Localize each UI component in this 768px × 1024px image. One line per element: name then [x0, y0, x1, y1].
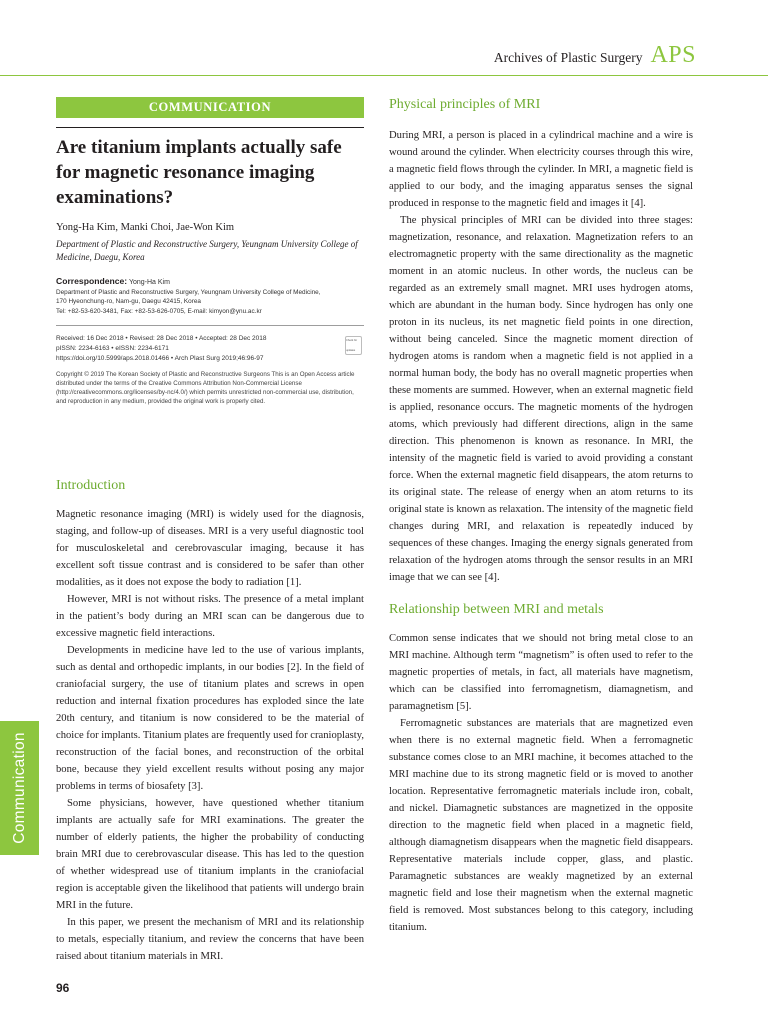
- journal-name: Archives of Plastic Surgery: [493, 50, 643, 65]
- article-type-banner: COMMUNICATION: [56, 97, 364, 118]
- journal-header: [494, 42, 696, 69]
- author-affiliation: Department of Plastic and Reconstructive Surgery, Yeungnam University College of Medicine, Daegu, Korea: [56, 239, 358, 262]
- correspondence-name: Yong-Ha Kim: [128, 279, 170, 286]
- section-heading-mri-and-metals: Relationship between MRI and metals: [389, 602, 604, 617]
- header-divider: [0, 75, 768, 76]
- body-paragraph: In this paper, we present the mechanism of MRI and its relationship to metals, especially titanium, and review the concerns that have been raised about titanium materials in MRI.: [56, 917, 364, 963]
- body-paragraph: Magnetic resonance imaging (MRI) is widely used for the diagnosis, staging, and follow-up of diseases. MRI is a very useful diagnostic tool for musculoskeletal and cerebrovascular imaging, because it has excellent soft tissue contrast and is considered to be safer than other modalities, as it does not expose the body to radiation [1].: [56, 509, 364, 589]
- correspondence-label: Correspondence:: [56, 276, 128, 286]
- correspondence-address: 170 Hyeonchung-ro, Nam-gu, Daegu 42415, Korea: [56, 298, 201, 306]
- issn-info: pISSN: 2234-6163 • eISSN: 2234-6171: [56, 345, 169, 353]
- copyright-notice: Copyright © 2019 The Korean Society of Plastic and Reconstructive Surgeons This is an Open Access article distributed under the terms of the Creative Commons Attribution Non-Commercial License (http://creativecommons.org/licenses/by-nc/4.0/) which permits unrestricted non-commercial use, distribution, and reproduction in any medium, provided the original work is properly cited.: [56, 371, 355, 406]
- body-paragraph: During MRI, a person is placed in a cylindrical machine and a wire is wound around the cylinder. When electricity courses through this wire, a magnetic field flows through the cylinder. In MRI, a magnetic field is applied to our body, and the imaging apparatus senses the signal produced in response to the magnetic field and images it [4].: [389, 130, 693, 209]
- journal-abbreviation: APS: [650, 42, 696, 68]
- crossmark-icon[interactable]: [345, 336, 362, 355]
- crossmark-label: Check for updates: [346, 339, 358, 353]
- correspondence-contact: Tel: +82-53-620-3481, Fax: +82-53-626-0705, E-mail: kimyon@ynu.ac.kr: [56, 307, 262, 315]
- right-column: [389, 97, 693, 936]
- article-title: Are titanium implants actually safe for magnetic resonance imaging examinations?: [56, 137, 342, 208]
- section-side-tab: [0, 721, 39, 855]
- correspondence-address: Department of Plastic and Reconstructive Surgery, Yeungnam University College of Medicine,: [56, 288, 321, 296]
- section-heading-introduction: Introduction: [56, 478, 126, 494]
- section-heading-physical-principles: Physical principles of MRI: [389, 97, 541, 112]
- side-tab-label: Communication: [10, 732, 28, 844]
- body-paragraph: Developments in medicine have led to the use of various implants, such as dental and orthopedic implants, in our bodies [2]. In the field of craniofacial surgery, the use of titanium plates and screws in open reduction and internal fixation procedures has exploded since the late 20th century, and titanium is now considered to be the material of choice for implants. Titanium plates are frequently used for cranioplasty, reconstruction of the facial bones, and reconstruction of the orbital bone, because they yield excellent results without posing any major problems in terms of biosafety [3].: [56, 645, 364, 793]
- author-list: Yong-Ha Kim, Manki Choi, Jae-Won Kim: [56, 222, 235, 233]
- body-paragraph: However, MRI is not without risks. The presence of a metal implant in the patient’s body during an MRI scan can be dangerous due to excessive magnetic field interactions.: [56, 594, 364, 640]
- page-number: 96: [56, 981, 70, 995]
- left-column: [56, 97, 364, 965]
- body-paragraph: Common sense indicates that we should not bring metal close to an MRI machine. Although term “magnetism” is often used to refer to the magnetic properties of metals, in fact, all materials have magnetism, which can be classified into ferromagnetism, diamagnetism, and paramagnetism [5].: [389, 633, 693, 712]
- body-paragraph: The physical principles of MRI can be divided into three stages: magnetization, resonance, and relaxation. Magnetization refers to an electromagnetic property with the same directionality as the magnetic moment in an atomic nucleus. In other words, the nucleus can be regarded as an extremely small magnet. MRI uses hydrogen atoms, which are abundant in the human body. Since hydrogen has only one proton in its nucleus, its net magnetic field points in one direction, without being canceled. Since the magnetic moment direction of hydrogen atoms is random when a magnetic field is not applied in a normal human body, the body has no overall magnetic properties when these moments are summed. However, when an external magnetic field is applied, resonance occurs. The magnetic moments of the hydrogen atoms, which previously had different directions, align in the same direction. This phenomenon is known as resonance. In MRI, the intensity of the magnetic field is varied to avoid providing a constant force. When the external magnetic field disappears, the atom returns to its original state. The release of energy when an atom returns to its original state is known as relaxation. The intensity of the magnetic field changes during MRI, and relaxation is repeatedly induced by sequences of these changes. Imaging the energy signals generated from relaxation of the hydrogen atoms through the sensor results in an MRI image that we can see [4].: [389, 215, 694, 583]
- doi-citation[interactable]: https://doi.org/10.5999/aps.2018.01466 • Arch Plast Surg 2019;46:96-97: [56, 355, 264, 363]
- body-paragraph: Some physicians, however, have questioned whether titanium implants are actually safe for MRI examinations. The greater the number of elderly patients, the higher the probability of conducting brain MRI due to cerebrovascular disease. This has led to the question of whether widespread use of titanium implants in the craniofacial region is acceptable given the likelihood that patients will undergo brain MRI in the future.: [56, 798, 364, 912]
- title-divider: [56, 127, 364, 128]
- publication-dates: Received: 16 Dec 2018 • Revised: 28 Dec 2018 • Accepted: 28 Dec 2018: [56, 335, 267, 343]
- correspondence-block: [56, 277, 364, 316]
- metadata-divider: [56, 325, 364, 326]
- publication-metadata: [56, 334, 364, 364]
- body-paragraph: Ferromagnetic substances are materials that are magnetized even when there is no external magnetic field. When a ferromagnetic substance comes close to an MRI machine, it becomes attached to the MRI machine due to its strong magnetic field or is moved to another location. Representative ferromagnetic materials include iron, cobalt, and nickel. Diamagnetic substances are magnetized in the opposite direction to the magnetic field when placed in a magnetic field, although diamagnetism disappears when the magnetic field disappears. Representative materials include copper, glass, and plastic. Paramagnetic substances are weakly magnetized by an external magnetic field and lose their magnetism when the external magnetic field is removed. Most substances belong to this category, including titanium.: [389, 718, 693, 933]
